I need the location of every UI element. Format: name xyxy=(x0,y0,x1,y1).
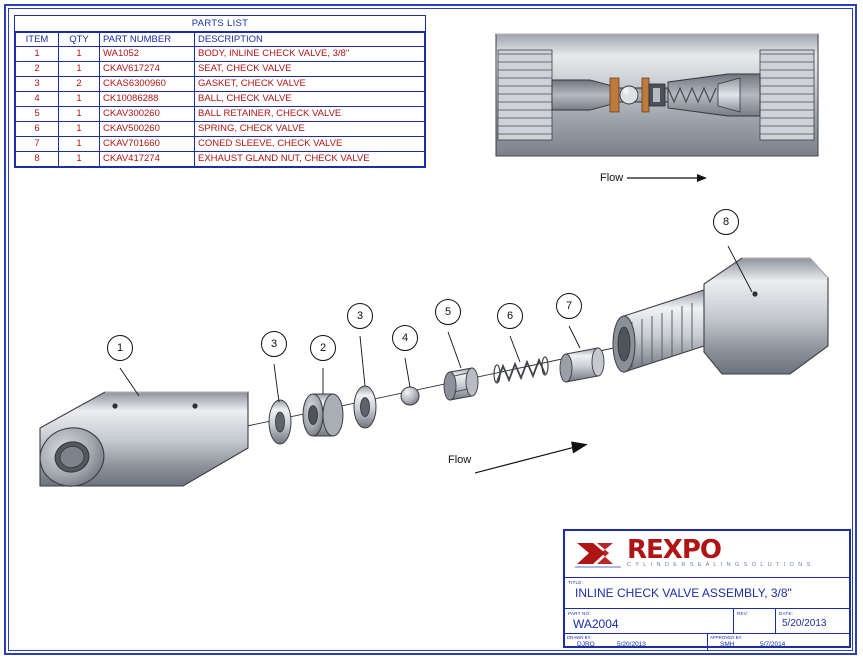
date-value: 5/20/2013 xyxy=(782,618,827,629)
date-cell xyxy=(775,609,849,633)
approved-by-cell xyxy=(707,634,849,651)
date-label: DATE: xyxy=(779,611,794,616)
logo-row xyxy=(565,531,849,578)
cell-part-number: CKAV300260 xyxy=(100,107,195,122)
signature-row xyxy=(565,634,849,651)
drawn-by-value: DJRO xyxy=(577,641,595,648)
logo-text: REXPO xyxy=(627,535,721,565)
approved-by-value: SMH xyxy=(720,641,735,648)
balloon-item-1[interactable]: 1 xyxy=(107,335,133,361)
part-number-row xyxy=(565,609,849,634)
cell-part-number: CKAS6300960 xyxy=(100,77,195,92)
balloon-item-4[interactable]: 4 xyxy=(392,325,418,351)
cell-item: 7 xyxy=(16,137,59,152)
parts-list-header-row xyxy=(16,33,425,47)
cell-qty: 1 xyxy=(59,92,100,107)
section-flow-annotation xyxy=(600,172,730,190)
cell-part-number: CK10086288 xyxy=(100,92,195,107)
flow-arrow-icon xyxy=(475,440,588,480)
cell-item: 1 xyxy=(16,47,59,62)
cell-item: 5 xyxy=(16,107,59,122)
column-header-item: ITEM xyxy=(16,33,59,47)
title-label: TITLE: xyxy=(568,580,583,585)
table-row xyxy=(16,62,425,77)
cell-description: BODY, INLINE CHECK VALVE, 3/8" xyxy=(195,47,425,62)
balloon-item-7[interactable]: 7 xyxy=(556,293,582,319)
part-coned-sleeve-item7 xyxy=(560,348,604,382)
cell-qty: 1 xyxy=(59,152,100,167)
cell-description: SPRING, CHECK VALVE xyxy=(195,122,425,137)
part-ball-retainer-item5 xyxy=(444,368,478,400)
column-header-description: DESCRIPTION xyxy=(195,33,425,47)
cell-description: BALL RETAINER, CHECK VALVE xyxy=(195,107,425,122)
flow-label-exploded: Flow xyxy=(448,454,472,466)
cell-item: 4 xyxy=(16,92,59,107)
cell-description: GASKET, CHECK VALVE xyxy=(195,77,425,92)
column-header-qty: QTY xyxy=(59,33,100,47)
flow-arrow-icon xyxy=(627,172,707,184)
cell-part-number: CKAV500260 xyxy=(100,122,195,137)
part-gasket-b-item3 xyxy=(354,386,376,428)
table-row xyxy=(16,122,425,137)
section-view-drawing xyxy=(492,28,822,162)
cell-part-number: CKAV417274 xyxy=(100,152,195,167)
cell-item: 3 xyxy=(16,77,59,92)
balloon-item-3a[interactable]: 3 xyxy=(261,331,287,357)
part-number-value: WA2004 xyxy=(573,617,619,631)
cell-qty: 1 xyxy=(59,137,100,152)
part-gland-nut-item8 xyxy=(613,258,828,374)
parts-list xyxy=(15,16,425,167)
table-row xyxy=(16,152,425,167)
drawn-by-label: DRAWN BY: xyxy=(567,635,592,640)
table-row xyxy=(16,92,425,107)
cell-qty: 1 xyxy=(59,62,100,77)
part-number-label: PART NO: xyxy=(568,611,591,616)
balloon-item-5[interactable]: 5 xyxy=(435,299,461,325)
cell-item: 8 xyxy=(16,152,59,167)
logo-tagline: C Y L I N D E R S E A L I N G S O L U T I O N S xyxy=(627,562,812,568)
part-body-item1 xyxy=(35,392,248,492)
cell-description: BALL, CHECK VALVE xyxy=(195,92,425,107)
balloon-item-3b[interactable]: 3 xyxy=(347,303,373,329)
cell-part-number: CKAV617274 xyxy=(100,62,195,77)
part-gasket-a-item3 xyxy=(269,400,291,444)
rev-cell xyxy=(733,609,775,633)
cell-qty: 1 xyxy=(59,122,100,137)
table-row xyxy=(16,107,425,122)
table-row xyxy=(16,77,425,92)
flow-label-section: Flow xyxy=(600,172,624,184)
section-body xyxy=(496,34,818,156)
drawn-by-cell xyxy=(565,634,707,651)
balloon-item-8[interactable]: 8 xyxy=(713,209,739,235)
title-block xyxy=(563,529,851,648)
part-seat-item2 xyxy=(303,394,343,436)
cell-qty: 1 xyxy=(59,47,100,62)
column-header-part-number: PART NUMBER xyxy=(100,33,195,47)
cell-part-number: CKAV701660 xyxy=(100,137,195,152)
parts-list-caption: PARTS LIST xyxy=(15,16,425,32)
exploded-flow-annotation xyxy=(448,440,588,476)
cell-description: CONED SLEEVE, CHECK VALVE xyxy=(195,137,425,152)
rev-label: REV: xyxy=(737,611,749,616)
cell-description: EXHAUST GLAND NUT, CHECK VALVE xyxy=(195,152,425,167)
cell-description: SEAT, CHECK VALVE xyxy=(195,62,425,77)
cell-item: 6 xyxy=(16,122,59,137)
approved-by-date: 5/7/2014 xyxy=(760,641,786,648)
drawn-by-date: 5/20/2013 xyxy=(617,641,646,648)
exploded-view-drawing xyxy=(10,196,840,526)
drawing-title-value: INLINE CHECK VALVE ASSEMBLY, 3/8" xyxy=(575,586,792,600)
cell-qty: 2 xyxy=(59,77,100,92)
cell-part-number: WA1052 xyxy=(100,47,195,62)
table-row xyxy=(16,137,425,152)
rexpo-logo-icon xyxy=(575,539,621,569)
part-ball-item4 xyxy=(401,387,419,405)
title-row xyxy=(565,578,849,609)
parts-list-table xyxy=(14,15,426,168)
approved-by-label: APPROVED BY: xyxy=(710,635,743,640)
balloon-item-6[interactable]: 6 xyxy=(497,303,523,329)
cell-item: 2 xyxy=(16,62,59,77)
part-spring-item6 xyxy=(494,357,548,383)
part-number-cell xyxy=(565,609,733,633)
cell-qty: 1 xyxy=(59,107,100,122)
balloon-item-2[interactable]: 2 xyxy=(310,335,336,361)
table-row xyxy=(16,47,425,62)
